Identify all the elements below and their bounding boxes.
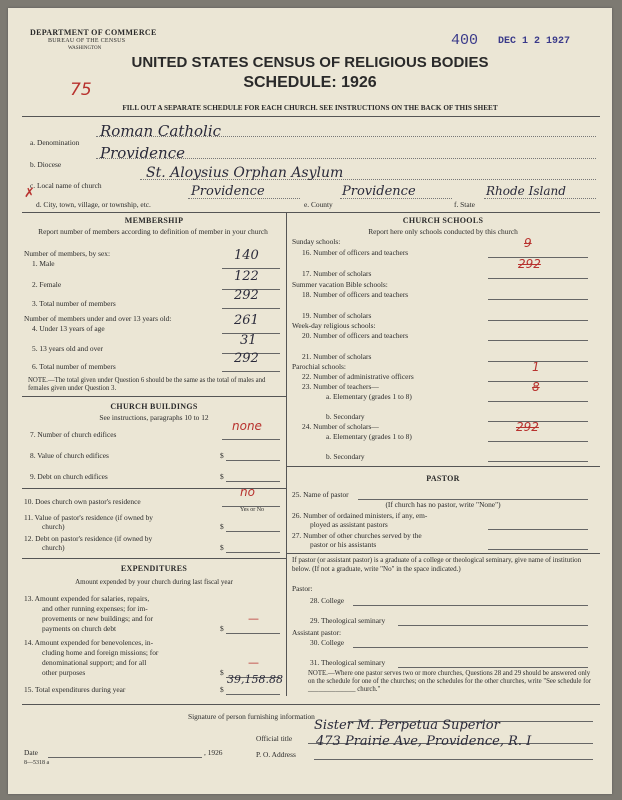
census-schedule-sheet [8, 8, 612, 794]
local-name-value: St. Aloysius Orphan Asylum [146, 165, 344, 181]
signature-label: Signature of person furnishing information [188, 712, 315, 721]
q9-label: 9. Debt on church edifices [30, 472, 108, 481]
q12-label-b: church) [42, 543, 65, 552]
q4-value: 261 [234, 313, 259, 328]
expenditures-heading: EXPENDITURES [120, 564, 188, 573]
q10-value: no [240, 485, 255, 499]
membership-heading: MEMBERSHIP [124, 216, 184, 225]
q11-label-b: church) [42, 522, 65, 531]
q29-label: 29. Theological seminary [310, 616, 386, 625]
q15-dollar: $ [220, 685, 224, 694]
q3-value: 292 [234, 288, 259, 303]
summer-label: Summer vacation Bible schools: [292, 280, 388, 289]
membership-note: NOTE.—The total given under Question 6 should be the same as the total of males and females given under Question 3. [28, 377, 266, 392]
county-label: e. County [304, 200, 333, 209]
form-number: 8—5318 a [24, 760, 50, 766]
buildings-sub: See instructions, paragraphs 10 to 12 [99, 413, 209, 422]
q11-dollar: $ [220, 522, 224, 531]
q10-label: 10. Does church own pastor's residence [24, 497, 141, 506]
q7-label: 7. Number of church edifices [30, 430, 117, 439]
q1-value: 140 [234, 248, 259, 263]
q22-label: 22. Number of administrative officers [302, 372, 414, 381]
q14-value: — [248, 656, 259, 669]
q22-value: 1 [532, 360, 540, 374]
q15-label: 15. Total expenditures during year [24, 685, 126, 694]
q13-label-c: provements or new buildings; and for [42, 614, 154, 623]
q8-dollar: $ [220, 451, 224, 460]
q1-label: 1. Male [32, 259, 55, 268]
q8-label: 8. Value of church edifices [30, 451, 109, 460]
expenditures-sub: Amount expended by your church during last fiscal year [75, 578, 233, 586]
q3-label: 3. Total number of members [32, 299, 116, 308]
city-label: d. City, town, village, or township, etc. [36, 200, 151, 209]
pastor-label: Pastor: [292, 584, 313, 593]
q21-label: 21. Number of scholars [302, 352, 372, 361]
q14-label-c: denominational support; and for all [42, 658, 147, 667]
q17-value: 292 [518, 257, 541, 271]
parochial-label: Parochial schools: [292, 362, 346, 371]
q28-label: 28. College [310, 596, 345, 605]
q12-label-a: 12. Debt on pastor's residence (if owned by [24, 534, 153, 543]
age-heading: Number of members under and over 13 years old: [24, 314, 172, 323]
q16-value: 9 [524, 236, 532, 250]
q5-label: 5. 13 years old and over [32, 344, 104, 353]
official-title-label: Official title [256, 734, 293, 743]
q15-value: 39,158.88 [227, 673, 283, 686]
q6-value: 292 [234, 351, 259, 366]
q4-label: 4. Under 13 years of age [32, 324, 105, 333]
city-label: WASHINGTON [68, 46, 102, 51]
denomination-value: Roman Catholic [100, 122, 222, 140]
q16-label: 16. Number of officers and teachers [302, 248, 409, 257]
schools-heading: CHURCH SCHOOLS [402, 216, 484, 225]
q20-label: 20. Number of officers and teachers [302, 331, 409, 340]
by-sex-label: Number of members, by sex: [24, 249, 110, 258]
q13-dollar: $ [220, 624, 224, 633]
stamp-date: DEC 1 2 1927 [498, 36, 571, 47]
pastor-note: NOTE.—Where one pastor serves two or more churches, Questions 28 and 29 should be answered only on the schedule for one of the churches; on the schedules for the other churches, write "See schedule for ______________ church." [308, 670, 592, 693]
q12-dollar: $ [220, 543, 224, 552]
graduate-note: If pastor (or assistant pastor) is a graduate of a college or theological seminary, give name of institution below. (If not a graduate, write "No" in the space indicated.) [292, 556, 582, 573]
q14-dollar: $ [220, 668, 224, 677]
q24-label: 24. Number of scholars— [302, 422, 379, 431]
q23b-label: b. Secondary [326, 412, 365, 421]
dept-label: DEPARTMENT OF COMMERCE [30, 28, 157, 37]
q30-label: 30. College [310, 638, 345, 647]
q31-label: 31. Theological seminary [310, 658, 386, 667]
q17-label: 17. Number of scholars [302, 269, 372, 278]
q14-label-d: other purposes [42, 668, 86, 677]
q25-note: (If church has no pastor, write "None") [385, 500, 501, 509]
asst-pastor-label: Assistant pastor: [292, 628, 342, 637]
q14-label-a: 14. Amount expended for benevolences, in- [24, 638, 154, 647]
q23a-value: 8 [532, 380, 540, 394]
diocese-label: b. Diocese [30, 160, 62, 169]
q14-label-b: cluding home and foreign missions; for [42, 648, 159, 657]
q26-label-a: 26. Number of ordained ministers, if any, em- [292, 511, 428, 520]
official-title-value: Sister M. Perpetua Superior [314, 718, 500, 733]
q5-value: 31 [240, 333, 257, 348]
q27-label-a: 27. Number of other churches served by the [292, 531, 422, 540]
red-check-mark: ✗ [24, 186, 35, 201]
form-subtitle: SCHEDULE: 1926 [243, 74, 377, 91]
date-label: Date [24, 748, 38, 757]
q13-label-d: payments on church debt [42, 624, 117, 633]
po-address-value: 473 Prairie Ave, Providence, R. I [316, 734, 532, 749]
po-address-label: P. O. Address [256, 750, 296, 759]
handwritten-number: 75 [70, 80, 92, 100]
q24a-value: 292 [516, 420, 539, 434]
q11-label-a: 11. Value of pastor's residence (if owned by [24, 513, 153, 522]
stamp-number: 400 [451, 32, 479, 49]
diocese-value: Providence [100, 144, 185, 162]
local-name-label: c. Local name of church [30, 181, 102, 190]
state-value: Rhode Island [486, 184, 566, 198]
q7-value: none [232, 419, 262, 433]
q13-label-a: 13. Amount expended for salaries, repairs, [24, 594, 150, 603]
pastor-heading: PASTOR [426, 474, 460, 483]
bureau-label: BUREAU OF THE CENSUS [48, 38, 126, 44]
yes-no-label: Yes or No [240, 507, 265, 513]
denomination-label: a. Denomination [30, 138, 80, 147]
instruction-line: FILL OUT A SEPARATE SCHEDULE FOR EACH CHURCH. SEE INSTRUCTIONS ON THE BACK OF THIS SHEET [122, 104, 498, 112]
q9-dollar: $ [220, 472, 224, 481]
q27-label-b: pastor or his assistants [310, 540, 377, 549]
q19-label: 19. Number of scholars [302, 311, 372, 320]
sunday-label: Sunday schools: [292, 237, 341, 246]
q18-label: 18. Number of officers and teachers [302, 290, 409, 299]
county-value: Providence [342, 184, 416, 199]
buildings-heading: CHURCH BUILDINGS [110, 402, 198, 411]
q13-value: — [248, 612, 259, 625]
q13-label-b: and other running expenses; for im- [42, 604, 148, 613]
q2-value: 122 [234, 269, 259, 284]
membership-intro: Report number of members according to definition of member in your church [38, 227, 268, 236]
schools-sub: Report here only schools conducted by this church [368, 227, 518, 236]
q24a-label: a. Elementary (grades 1 to 8) [326, 432, 412, 441]
q23-label: 23. Number of teachers— [302, 382, 379, 391]
q2-label: 2. Female [32, 280, 62, 289]
state-label: f. State [454, 200, 475, 209]
q25-label: 25. Name of pastor [292, 490, 349, 499]
city-value: Providence [191, 184, 265, 199]
q6-label: 6. Total number of members [32, 362, 116, 371]
date-year: , 1926 [204, 748, 223, 757]
q24b-label: b. Secondary [326, 452, 365, 461]
q26-label-b: ployed as assistant pastors [310, 520, 388, 529]
weekday-label: Week-day religious schools: [292, 321, 376, 330]
form-title: UNITED STATES CENSUS OF RELIGIOUS BODIES [131, 54, 489, 71]
q23a-label: a. Elementary (grades 1 to 8) [326, 392, 412, 401]
